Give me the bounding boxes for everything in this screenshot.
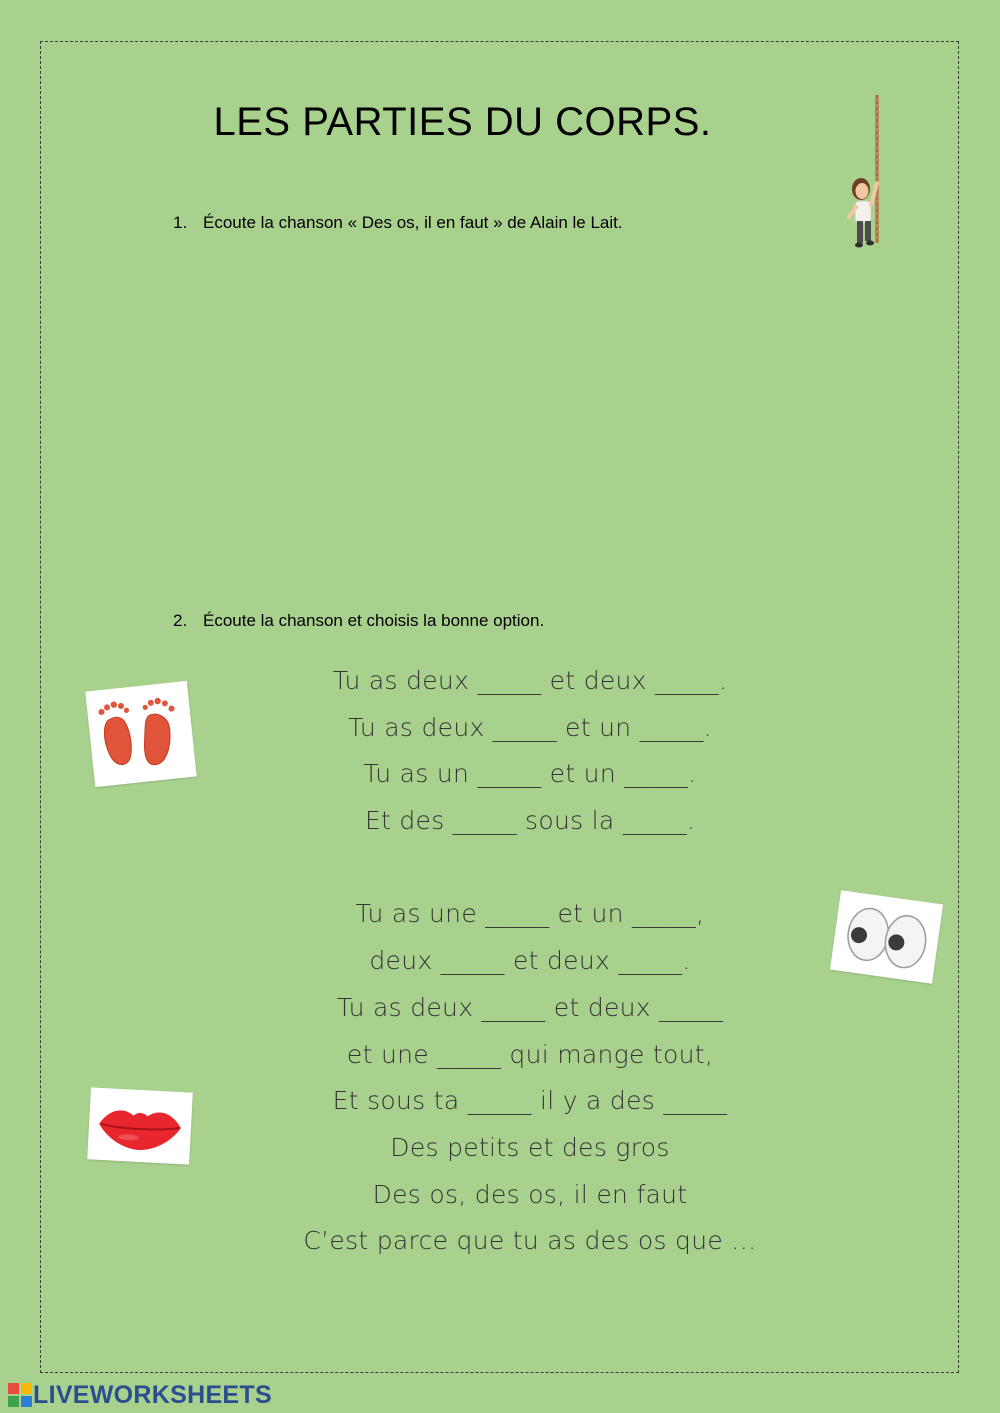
instruction-2 [173, 611, 544, 631]
lips-sticker [87, 1087, 193, 1164]
footer-brand [8, 1380, 272, 1410]
instruction-number: 2. [173, 611, 188, 630]
lyric-line: et une _____ qui mange tout, [346, 1039, 714, 1069]
stanza-gap [230, 845, 830, 892]
instruction-text: Écoute la chanson et choisis la bonne option. [203, 611, 545, 630]
instruction-text: Écoute la chanson « Des os, il en faut » de Alain le Lait. [203, 213, 623, 232]
lyric-line: Et sous ta _____ il y a des _____ [332, 1086, 728, 1116]
rope-climber-icon [843, 93, 898, 253]
instruction-1 [173, 213, 623, 233]
lyric-line: C’est parce que tu as des os que … [303, 1226, 757, 1256]
lyric-line: Et des _____ sous la _____. [364, 806, 696, 836]
lyric-line: Des petits et des gros [390, 1132, 670, 1162]
instruction-number: 1. [173, 213, 188, 232]
lyric-line: deux _____ et deux _____. [369, 946, 691, 976]
footer-brand-text: LIVEWORKSHEETS [33, 1380, 272, 1409]
eyes-icon [830, 890, 943, 984]
lyric-line: Tu as deux _____ et un _____. [348, 712, 712, 742]
lyric-line: Tu as deux _____ et deux _____ [336, 992, 724, 1022]
liveworksheets-logo-icon [8, 1383, 32, 1407]
song-lyrics [230, 658, 830, 1265]
lyric-line: Des os, des os, il en faut [372, 1179, 688, 1209]
page-title: LES PARTIES DU CORPS. [213, 100, 712, 144]
feet-icon [85, 681, 196, 787]
lips-icon [87, 1087, 193, 1164]
feet-sticker [85, 681, 196, 787]
lyric-line: Tu as un _____ et un _____. [363, 759, 697, 789]
lyric-line: Tu as une _____ et un _____, [355, 899, 705, 929]
eyes-sticker [830, 890, 943, 984]
lyric-line: Tu as deux _____ et deux _____. [332, 666, 728, 695]
